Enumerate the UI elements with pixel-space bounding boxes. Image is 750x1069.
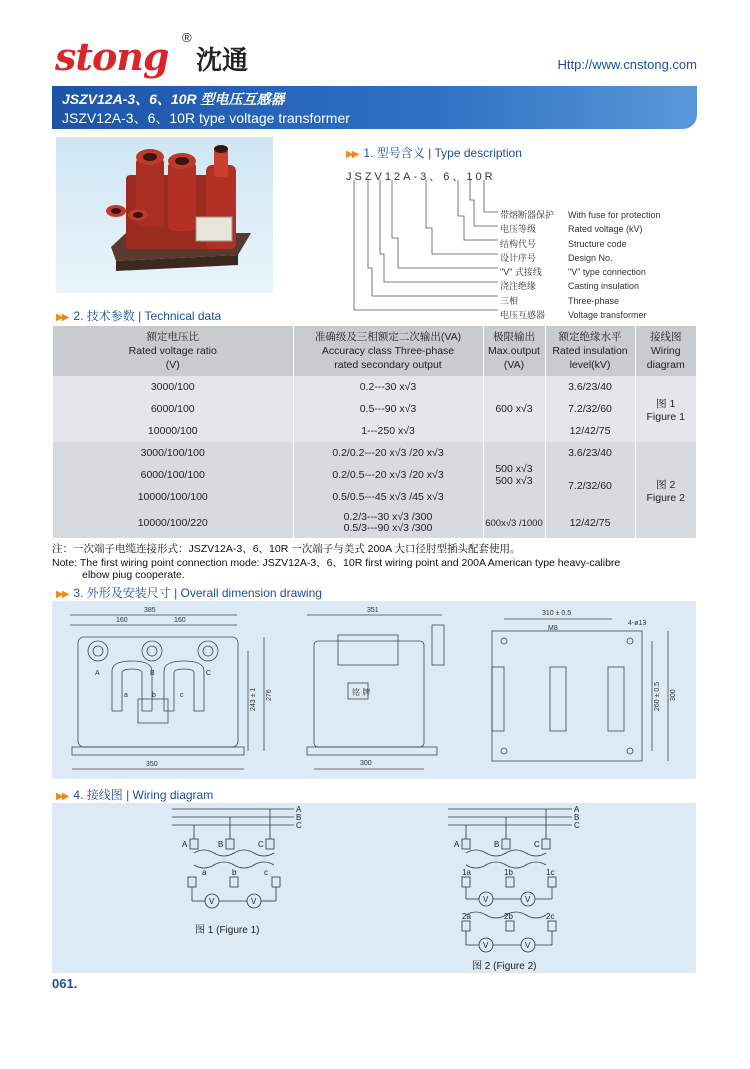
table-cell: 图 2 Figure 2 [646,478,686,504]
terminal-label: B [494,840,500,849]
note-chinese: 注：一次端子电缆连接形式：JSZV12A-3、6、10R 一次端子与美式 200A 大口径肘型插头配套使用。 [52,543,521,555]
table-row [53,442,696,464]
type-item: 电压互感器 Voltage transformer [500,310,647,321]
tap-label: 1a [462,868,471,877]
voltmeter-icon: V [525,895,531,904]
table-cell: 3.6/23/40 [545,442,635,464]
tap-label: a [202,868,207,877]
terminal-label: A [95,670,100,677]
front-view-drawing [70,615,264,769]
tap-label: 1c [546,868,555,877]
phase-label: A [296,805,302,814]
type-item: 结构代号 Structure code [500,238,627,249]
phase-label: C [574,821,580,830]
nameplate-label: 铭 牌 [352,688,371,697]
terminal-sub-label: c [180,692,184,699]
terminal-label: C [206,670,212,677]
section-arrow-icon: ▶▶ [346,149,358,160]
header-insulation-level: 额定绝缘水平 Rated insulation level(kV) [545,326,635,376]
tap-label: 2c [546,912,555,921]
website-url[interactable]: Http://www.cnstong.com [557,57,697,72]
tap-label: b [232,868,237,877]
section-arrow-icon: ▶▶ [56,791,68,802]
table-row [53,464,696,486]
note-english-continued: elbow piug cooperate. [82,569,185,581]
dim-side-width-bottom: 300 [360,760,372,767]
section-heading-text: 1. 型号含义 | Type description [363,146,522,160]
header-rated-voltage-ratio: 额定电压比 Rated voltage ratio (V) [53,326,293,376]
holes-label: 4-ø13 [628,620,647,627]
type-item: 浇注绝缘 Casting insulation [500,281,640,292]
table-header-row [53,326,696,376]
section-heading-text: 4. 接线图 | Wiring diagram [73,788,214,802]
type-item: "V" 式接线 "V" type connection [500,267,646,278]
table-cell: 10000/100 [53,420,293,442]
note-english: Note: The first wiring point connection mode: JSZV12A-3、6、10R first wiring point and 200A American type heavy-calibre [52,557,621,569]
table-cell: 1---250 x√3 [293,420,483,442]
voltmeter-icon: V [483,941,489,950]
table-cell: 10000/100/220 [53,508,293,538]
table-cell: 0.2---30 x√3 [293,376,483,398]
table-cell: 6000/100 [53,398,293,420]
dim-side-width-top: 351 [367,607,379,614]
terminal-label: B [150,670,155,677]
dim-front-height-1: 243 ± 1 [250,687,257,711]
table-cell: 600 x√3 [483,376,545,442]
terminal-sub-label: b [152,692,156,699]
technical-data-table [53,326,696,538]
page-number: 061. [52,976,78,991]
side-view-drawing [307,615,444,769]
dimension-drawing-panel [52,601,696,779]
table-cell: 3000/100 [53,376,293,398]
plan-view-drawing [492,619,668,761]
type-item: 带熔断器保护 With fuse for protection [500,210,661,220]
table-cell: 图 1 Figure 1 [646,397,686,423]
table-cell: 0.2/3---30 x√3 /300 0.5/3---90 x√3 /300 [293,508,483,538]
section-arrow-icon: ▶▶ [56,312,68,323]
table-cell: 0.2/0.5---20 x√3 /20 x√3 [293,464,483,486]
figure-2-caption: 图 2 (Figure 2) [472,961,537,972]
terminal-label: A [182,840,188,849]
table-cell: 600x√3 /1000 [483,508,545,538]
table-row [53,420,696,442]
technical-data-heading [56,307,221,324]
table-cell: 500 x√3 500 x√3 [483,442,545,508]
wiring-heading [56,786,213,803]
table-cell: 7.2/32/60 [545,464,635,508]
brand-logo-chinese: 沈通 [196,45,249,75]
voltmeter-icon: V [483,895,489,904]
terminal-label: A [454,840,460,849]
dim-front-width-bottom: 350 [146,761,158,768]
registered-mark: ® [182,30,192,45]
phase-label: C [296,821,302,830]
terminal-label: B [218,840,224,849]
terminal-label: C [534,840,540,849]
dim-front-height-2: 276 [266,689,273,701]
table-cell: 3000/100/100 [53,442,293,464]
type-item: 三相 Three-phase [500,295,620,306]
wiring-figure-2 [448,809,572,952]
wiring-diagram-panel [52,803,696,973]
wiring-figure-1 [172,809,294,908]
product-photo [56,137,273,293]
table-cell: 7.2/32/60 [545,398,635,420]
section-heading-text: 3. 外形及安装尺寸 | Overall dimension drawing [73,586,322,600]
dim-front-width-b: 160 [174,617,186,624]
voltmeter-icon: V [251,897,257,906]
table-cell: 10000/100/100 [53,486,293,508]
table-cell: 0.5---90 x√3 [293,398,483,420]
phase-label: B [296,813,302,822]
figure-1-caption: 图 1 (Figure 1) [195,925,260,936]
dim-plan-width: 310 ± 0.5 [542,610,572,617]
type-code: JSZV12A-3、6、10R [346,171,496,183]
table-row [53,376,696,398]
type-description-heading [346,144,522,161]
type-item: 电压等级 Rated voltage (kV) [500,224,643,235]
dim-plan-height-1: 260 ± 0.5 [654,681,661,711]
tap-label: c [264,868,268,877]
type-code-leader-lines [346,178,506,320]
tap-label: 2a [462,912,471,921]
phase-label: A [574,805,580,814]
dim-front-width-a: 160 [116,617,128,624]
section-arrow-icon: ▶▶ [56,589,68,600]
table-cell: 12/42/75 [545,508,635,538]
table-cell: 12/42/75 [545,420,635,442]
title-english: JSZV12A-3、6、10R type voltage transformer [62,110,350,126]
voltmeter-icon: V [525,941,531,950]
terminal-label: C [258,840,264,849]
dim-front-width-top: 385 [144,607,156,614]
header-wiring-diagram: 接线图 Wiring diagram [635,326,696,376]
table-row [53,398,696,420]
type-description-list [500,208,661,322]
bolt-label: M8 [548,625,558,632]
section-heading-text: 2. 技术参数 | Technical data [73,309,222,323]
table-cell: 0.5/0.5---45 x√3 /45 x√3 [293,486,483,508]
dimension-heading [56,584,322,601]
brand-logo-text: stong [55,34,169,79]
dim-plan-height-2: 300 [670,689,677,701]
terminal-sub-label: a [124,692,128,699]
header-max-output: 极限输出 Max.output (VA) [483,326,545,376]
voltmeter-icon: V [209,897,215,906]
title-chinese: JSZV12A-3、6、10R 型电压互感器 [62,91,285,107]
phase-label: B [574,813,580,822]
table-cell: 6000/100/100 [53,464,293,486]
tap-label: 2b [504,912,513,921]
type-item: 设计序号 Design No. [500,252,613,263]
table-cell: 0.2/0.2---20 x√3 /20 x√3 [293,442,483,464]
header-accuracy-class: 准确级及三相额定二次输出(VA) Accuracy class Three-phase rated secondary output [293,326,483,376]
tap-label: 1b [504,868,513,877]
table-cell: 3.6/23/40 [545,376,635,398]
table-row [53,508,696,538]
